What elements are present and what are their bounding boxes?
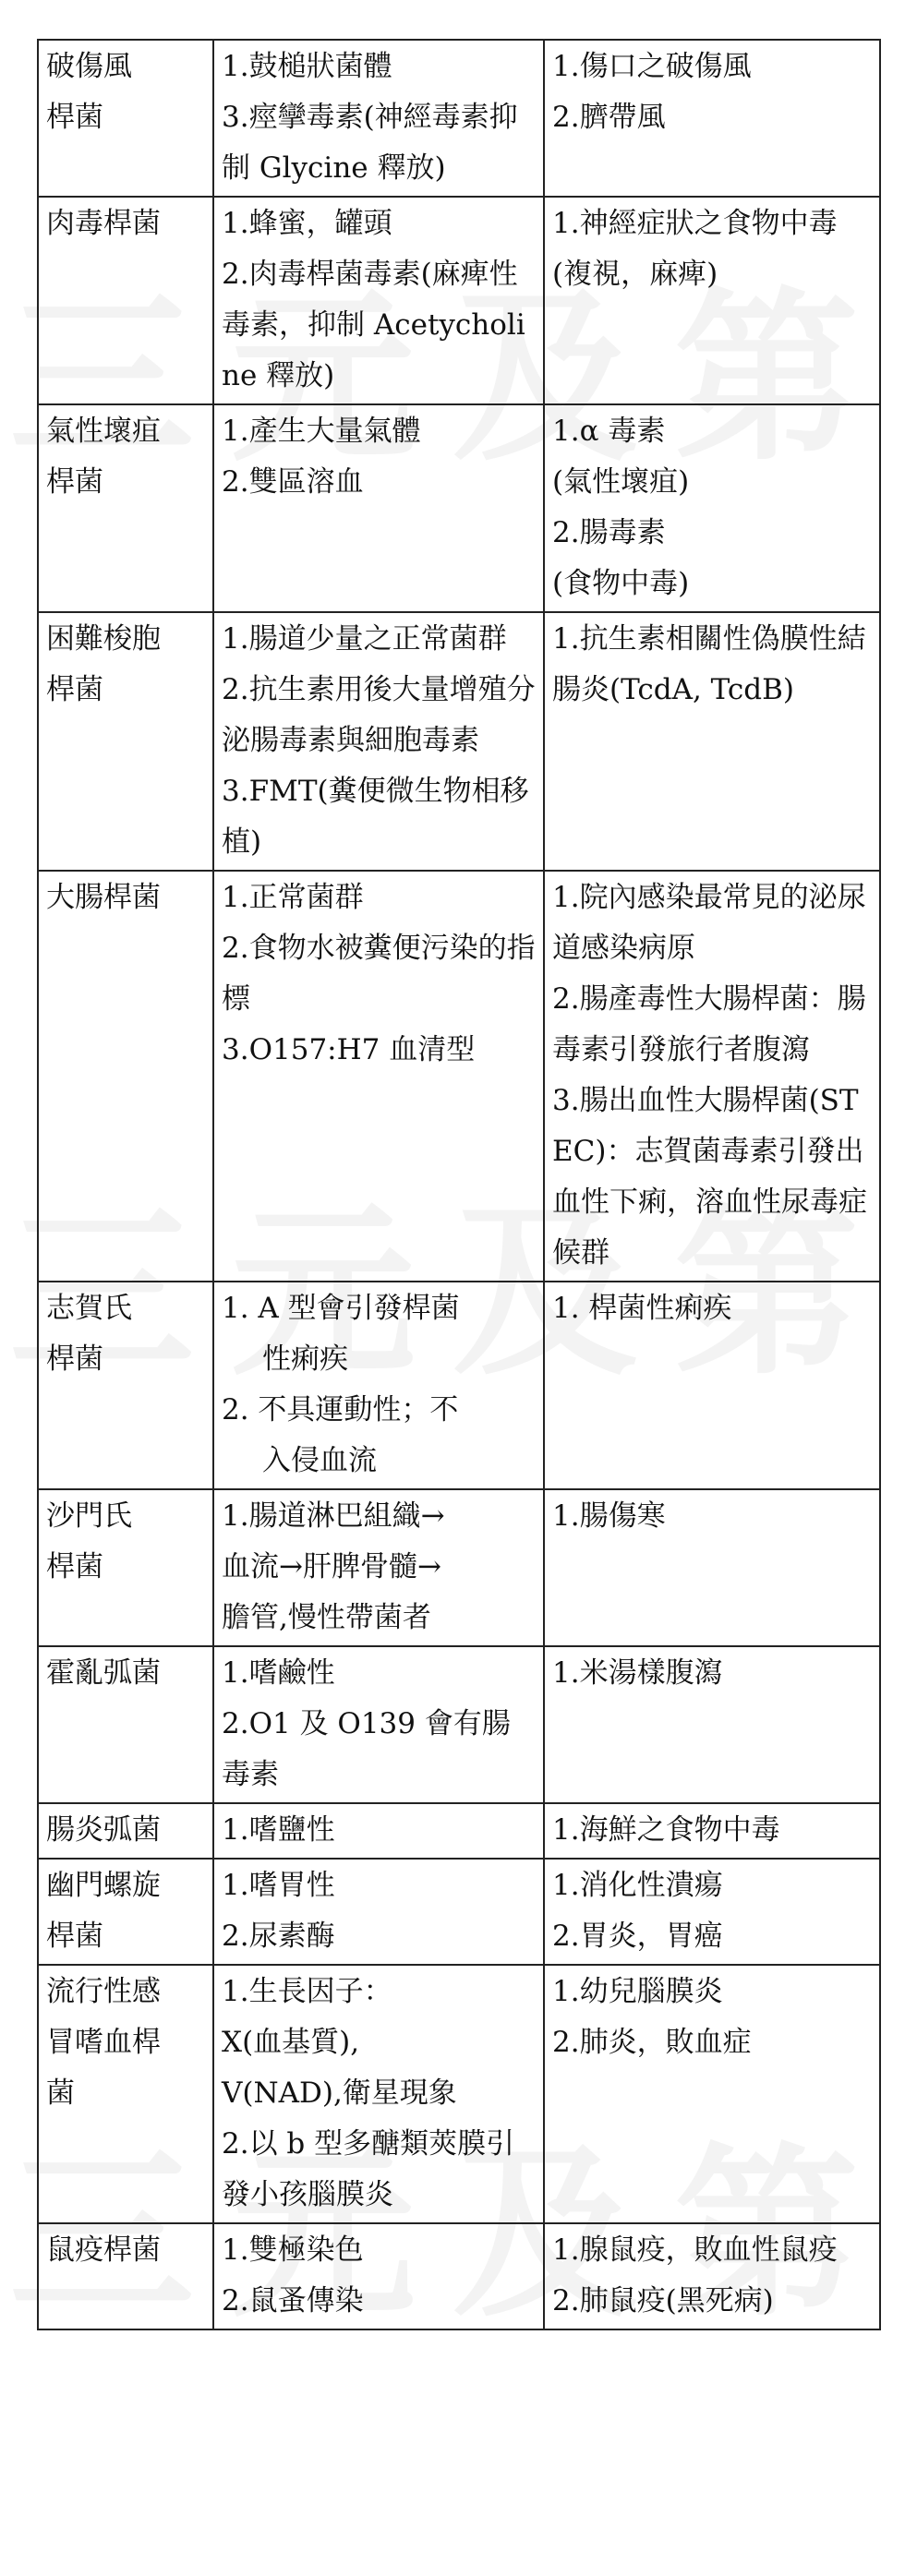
- bacteria-name-cell: [38, 1489, 213, 1646]
- feature-line: 1.腸道淋巴組織→: [222, 1499, 445, 1533]
- feature-line: 2.食物水被糞便污染的指標: [222, 932, 536, 1016]
- disease-line: 1.院內感染最常見的泌尿道感染病原: [552, 881, 866, 965]
- bacteria-name-cell: [38, 871, 213, 1282]
- bacteria-name: 桿菌: [46, 465, 103, 499]
- features-cell: [213, 1803, 544, 1859]
- disease-line: 1.神經症狀之食物中毒(複視，麻痺): [552, 207, 838, 291]
- bacteria-name: 志賀氏: [46, 1292, 132, 1325]
- diseases-cell: [544, 1965, 880, 2223]
- feature-line: V(NAD),衛星現象: [222, 2076, 457, 2110]
- table-row: [38, 1646, 880, 1803]
- feature-line: 1.蜂蜜，罐頭: [222, 207, 392, 240]
- diseases-cell: [544, 2223, 880, 2329]
- features-cell: [213, 1859, 544, 1965]
- table-row: [38, 2223, 880, 2329]
- feature-line: 入侵血流: [262, 1444, 377, 1477]
- bacteria-name-cell: [38, 1803, 213, 1859]
- features-cell: [213, 1489, 544, 1646]
- features-cell: [213, 1646, 544, 1803]
- bacteria-name: 困難梭胞: [46, 622, 161, 656]
- feature-line: 3.O157:H7 血清型: [222, 1033, 476, 1066]
- bacteria-name-cell: [38, 1859, 213, 1965]
- bacteria-name-cell: [38, 2223, 213, 2329]
- bacteria-name-cell: [38, 1646, 213, 1803]
- disease-line: 1.傷口之破傷風: [552, 50, 752, 83]
- bacteria-name-cell: [38, 404, 213, 612]
- features-cell: [213, 40, 544, 197]
- features-cell: [213, 2223, 544, 2329]
- disease-line: 2.肺炎，敗血症: [552, 2026, 752, 2059]
- feature-line: 2.O1 及 O139 會有腸毒素: [222, 1707, 511, 1791]
- table-row: [38, 197, 880, 404]
- features-cell: [213, 612, 544, 871]
- feature-line: 1.生長因子：: [222, 1975, 392, 2008]
- feature-line: 3.FMT(糞便微生物相移植): [222, 775, 529, 859]
- feature-line: 1.雙極染色: [222, 2233, 364, 2267]
- disease-line: 1.α 毒素: [552, 415, 666, 448]
- bacteria-name-cell: [38, 197, 213, 404]
- feature-line: 2.以 b 型多醣類莢膜引發小孩腦膜炎: [222, 2127, 515, 2211]
- feature-line: 1.腸道少量之正常菌群: [222, 622, 507, 656]
- diseases-cell: [544, 871, 880, 1282]
- feature-line: 2.肉毒桿菌毒素(麻痺性毒素，抑制 Acetycholine 釋放): [222, 258, 525, 392]
- diseases-cell: [544, 1803, 880, 1859]
- feature-line: 1. A 型會引發桿菌: [222, 1292, 460, 1325]
- table-row: [38, 404, 880, 612]
- table-row: [38, 1803, 880, 1859]
- feature-line: 1.鼓槌狀菌體: [222, 50, 392, 83]
- disease-line: (氣性壞疽): [552, 465, 690, 499]
- bacteria-name: 桿菌: [46, 1550, 103, 1583]
- feature-line: 2.尿素酶: [222, 1920, 335, 1953]
- feature-line: 性痢疾: [262, 1342, 348, 1376]
- bacteria-name: 流行性感: [46, 1975, 161, 2008]
- diseases-cell: [544, 1859, 880, 1965]
- feature-line: 1.嗜鹽性: [222, 1813, 335, 1847]
- bacteria-name: 桿菌: [46, 673, 103, 706]
- disease-line: 1.幼兒腦膜炎: [552, 1975, 723, 2008]
- bacteria-name: 破傷風: [46, 50, 132, 83]
- diseases-cell: [544, 1282, 880, 1489]
- table-row: [38, 1965, 880, 2223]
- features-cell: [213, 871, 544, 1282]
- feature-line: 膽管,慢性帶菌者: [222, 1601, 431, 1634]
- disease-line: 3.腸出血性大腸桿菌(STEC)：志賀菌毒素引發出血性下痢，溶血性尿毒症候群: [552, 1084, 867, 1270]
- bacteria-name: 菌: [46, 2076, 75, 2110]
- feature-line: 1.正常菌群: [222, 881, 364, 914]
- disease-line: (食物中毒): [552, 567, 690, 600]
- bacteria-name: 大腸桿菌: [46, 881, 161, 914]
- disease-line: 1.腸傷寒: [552, 1499, 666, 1533]
- bacteria-name: 幽門螺旋: [46, 1869, 161, 1902]
- feature-line: 2.雙區溶血: [222, 465, 364, 499]
- feature-line: 1.產生大量氣體: [222, 415, 421, 448]
- table-row: [38, 40, 880, 197]
- disease-line: 1.腺鼠疫，敗血性鼠疫: [552, 2233, 838, 2267]
- bacteria-name: 鼠疫桿菌: [46, 2233, 161, 2267]
- table-row: [38, 1489, 880, 1646]
- disease-line: 2.肺鼠疫(黑死病): [552, 2284, 774, 2317]
- bacteria-name: 霍亂弧菌: [46, 1656, 161, 1690]
- diseases-cell: [544, 40, 880, 197]
- feature-line: 2.鼠蚤傳染: [222, 2284, 364, 2317]
- bacteria-name: 桿菌: [46, 1342, 103, 1376]
- features-cell: [213, 404, 544, 612]
- table-row: [38, 1282, 880, 1489]
- bacteria-name: 桿菌: [46, 101, 103, 134]
- feature-line: 3.痙攣毒素(神經毒素抑制 Glycine 釋放): [222, 101, 518, 185]
- table-row: [38, 612, 880, 871]
- features-cell: [213, 1965, 544, 2223]
- disease-line: 2.腸毒素: [552, 516, 666, 549]
- features-cell: [213, 197, 544, 404]
- disease-line: 2.臍帶風: [552, 101, 666, 134]
- feature-line: X(血基質),: [222, 2026, 360, 2059]
- disease-line: 1.米湯樣腹瀉: [552, 1656, 723, 1690]
- disease-line: 1.海鮮之食物中毒: [552, 1813, 780, 1847]
- feature-line: 血流→肝脾骨髓→: [222, 1550, 441, 1583]
- bacteria-name: 桿菌: [46, 1920, 103, 1953]
- bacteria-table: [37, 39, 881, 2330]
- table-row: [38, 1859, 880, 1965]
- diseases-cell: [544, 1489, 880, 1646]
- features-cell: [213, 1282, 544, 1489]
- diseases-cell: [544, 1646, 880, 1803]
- disease-line: 2.胃炎，胃癌: [552, 1920, 723, 1953]
- bacteria-name: 肉毒桿菌: [46, 207, 161, 240]
- bacteria-name: 沙門氏: [46, 1499, 132, 1533]
- disease-line: 1. 桿菌性痢疾: [552, 1292, 732, 1325]
- disease-line: 1.消化性潰瘍: [552, 1869, 723, 1902]
- feature-line: 2.抗生素用後大量增殖分泌腸毒素與細胞毒素: [222, 673, 536, 757]
- feature-line: 2. 不具運動性；不: [222, 1393, 459, 1426]
- bacteria-name: 氣性壞疽: [46, 415, 161, 448]
- diseases-cell: [544, 404, 880, 612]
- feature-line: 1.嗜胃性: [222, 1869, 335, 1902]
- disease-line: 1.抗生素相關性偽膜性結腸炎(TcdA, TcdB): [552, 622, 866, 706]
- diseases-cell: [544, 612, 880, 871]
- bacteria-name: 腸炎弧菌: [46, 1813, 161, 1847]
- bacteria-name-cell: [38, 40, 213, 197]
- disease-line: 2.腸產毒性大腸桿菌：腸毒素引發旅行者腹瀉: [552, 982, 866, 1066]
- bacteria-name-cell: [38, 1965, 213, 2223]
- table-row: [38, 871, 880, 1282]
- bacteria-name-cell: [38, 1282, 213, 1489]
- bacteria-name-cell: [38, 612, 213, 871]
- feature-line: 1.嗜鹼性: [222, 1656, 335, 1690]
- diseases-cell: [544, 197, 880, 404]
- bacteria-name: 冒嗜血桿: [46, 2026, 161, 2059]
